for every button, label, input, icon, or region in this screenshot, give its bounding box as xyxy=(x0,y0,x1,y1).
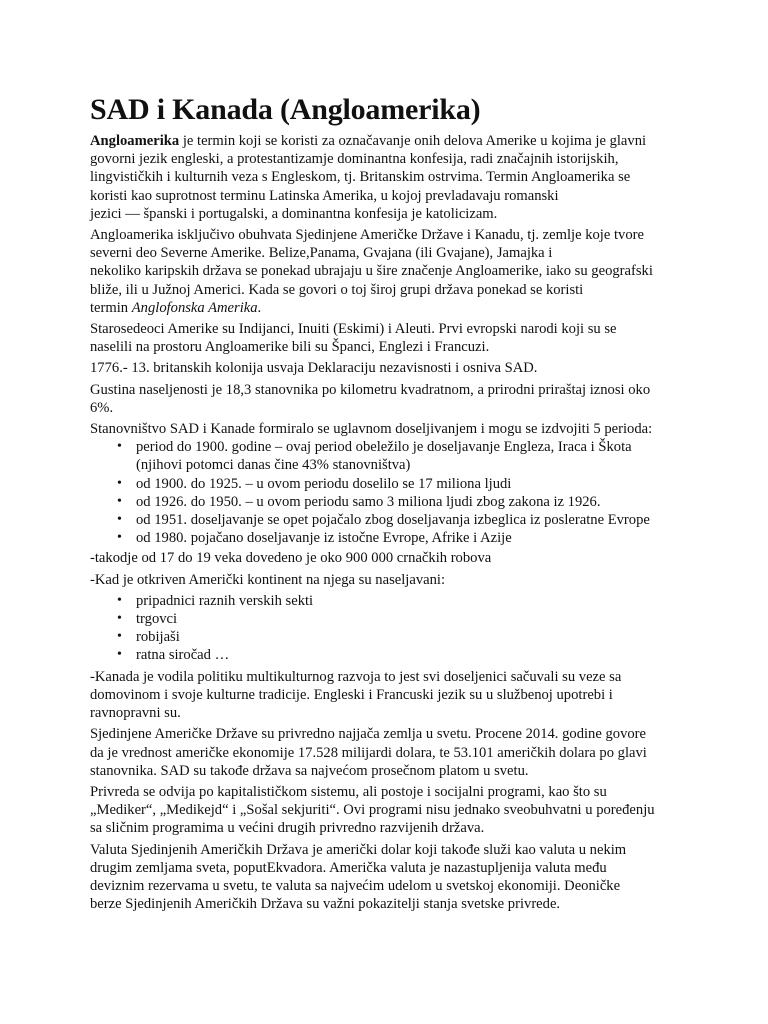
text-line: je termin koji se koristi za označavanje onih delova Amerike u kojima je glavni xyxy=(179,133,647,149)
text-line: berze Sjedinjenih Američkih Država su važni pokazitelji stanja svetske privrede. xyxy=(90,896,561,913)
list-item: • od 1980. pojačano doseljavanje iz istočne Evrope, Afrike i Azije xyxy=(136,529,678,547)
text-line: bliže, ili u Južnoj Americi. Kada se govori o toj široj grupi država ponekad se koristi xyxy=(90,281,584,298)
text-line: drugim zemljama sveta, poputEkvadora. Američka valuta je nazastupljenija valuta među xyxy=(90,859,607,876)
text-line: . xyxy=(257,299,262,316)
text-line: koristi kao suprotnost terminu Latinska Amerika, u kojoj prevladavaju romanski xyxy=(90,187,559,204)
paragraph-us-economy xyxy=(90,725,678,780)
text-line: period do 1900. godine – ovaj period obeležilo je doseljavanje Engleza, Iraca i Škota xyxy=(136,439,632,456)
text-line: Starosedeoci Amerike su Indijanci, Inuiti (Eskimi) i Aleuti. Prvi evropski narodi koji su se xyxy=(90,321,617,338)
text-line: Privreda se odvija po kapitalističkom sistemu, ali postoje i socijalni programi, kao što su xyxy=(90,783,607,800)
text-line: Valuta Sjedinjenih Američkih Država je američki dolar koji takođe služi kao valuta u nekim xyxy=(90,841,627,858)
paragraph-independence: 1776.- 13. britanskih kolonija usvaja Deklaraciju nezavisnosti i osniva SAD. xyxy=(90,360,538,377)
list-settlers xyxy=(90,592,678,665)
list-item: • robijaši xyxy=(136,628,678,646)
paragraph-settlers-intro: -Kad je otkriven Američki kontinent na njega su naseljavani: xyxy=(90,571,446,588)
list-item: • od 1951. doseljavanje se opet pojačalo zbog doseljavanja izbeglica iz posleratne Evrope xyxy=(136,511,678,529)
text-line: sa sličnim programima u većini drugih privredno razvijenih država. xyxy=(90,820,485,837)
paragraph-economic-system xyxy=(90,783,678,838)
list-item: • od 1926. do 1950. – u ovom periodu samo 3 miliona ljudi zbog zakona iz 1926. xyxy=(136,493,678,511)
text-line: „Mediker“, „Medikejd“ i „Sošal sekjuriti“. Ovi programi nisu jednako sveobuhvatni u poređenju xyxy=(90,802,655,819)
text-line: govorni jezik engleski, a protestantizamje dominantna konfesija, radi značajnih istorijskih, xyxy=(90,151,619,168)
list-item: • trgovci xyxy=(136,610,678,628)
text-line: jezici — španski i portugalski, a dominantna konfesija je katolicizam. xyxy=(90,205,498,222)
text-line: ravnopravni su. xyxy=(90,705,181,722)
text-line: termin xyxy=(90,299,132,316)
text-line: 6%. xyxy=(90,399,114,416)
text-line: nekoliko karipskih država se ponekad ubrajaju u šire značenje Angloamerike, iako su geografski xyxy=(90,263,653,280)
text-line: stanovnika. SAD su takođe država sa najvećom prosečnom platom u svetu. xyxy=(90,762,529,779)
text-line: naselili na prostoru Angloamerike bili su Španci, Englezi i Francuzi. xyxy=(90,339,490,356)
list-item xyxy=(136,438,678,474)
text-line: Angloamerika isključivo obuhvata Sjedinjene Američke Države i Kanadu, tj. zemlje koje tvore xyxy=(90,227,644,244)
text-line: Sjedinjene Američke Države su privredno najjača zemlja u svetu. Procene 2014. godine govore xyxy=(90,726,646,743)
term-italic: Anglofonska Amerika xyxy=(131,299,258,316)
paragraph-slaves: -takodje od 17 do 19 veka dovedeno je oko 900 000 crnačkih robova xyxy=(90,550,492,567)
text-line: domovinom i svoje kulturne tradicije. Engleski i Francuski jezik su u službenoj upotrebi i xyxy=(90,686,613,703)
paragraph-natives xyxy=(90,320,678,356)
list-item: • ratna siročad … xyxy=(136,646,678,664)
text-line: deviznim rezervama u svetu, te valuta sa najvećim udelom u svetskoj ekonomiji. Deoničke xyxy=(90,877,621,894)
text-line: Gustina naseljenosti je 18,3 stanovnika po kilometru kvadratnom, a prirodni priraštaj iznosi oko xyxy=(90,381,651,398)
paragraph-currency xyxy=(90,841,678,914)
text-line: -Kanada je vodila politiku multikulturnog razvoja to jest svi doseljenici sačuvali su veze sa xyxy=(90,668,622,685)
list-item: • od 1900. do 1925. – u ovom periodu doselilo se 17 miliona ljudi xyxy=(136,475,678,493)
text-line: lingvističkih i kulturnih veza s Engleskom, tj. Britanskim ostrvima. Termin Angloamerika se xyxy=(90,169,631,186)
paragraph-density xyxy=(90,381,678,417)
list-item: • pripadnici raznih verskih sekti xyxy=(136,592,678,610)
paragraph-angloamerika-definition xyxy=(90,132,678,223)
paragraph-canada-multiculturalism xyxy=(90,668,678,723)
text-line: da je vrednost američke ekonomije 17.528 milijardi dolara, te 53.101 američkih dolara po glavi xyxy=(90,744,647,761)
paragraph-population-intro: Stanovništvo SAD i Kanade formiralo se uglavnom doseljivanjem i mogu se izdvojiti 5 perioda: xyxy=(90,421,653,438)
page-title: SAD i Kanada (Angloamerika) xyxy=(90,93,481,126)
list-immigration-periods xyxy=(90,438,678,547)
paragraph-angloamerika-scope xyxy=(90,226,678,317)
term-bold: Angloamerika xyxy=(90,133,180,149)
text-line: (njihovi potomci danas čine 43% stanovništva) xyxy=(136,457,411,474)
text-line: severni deo Severne Amerike. Belize,Panama, Gvajana (ili Gvajane), Jamajka i xyxy=(90,245,553,262)
